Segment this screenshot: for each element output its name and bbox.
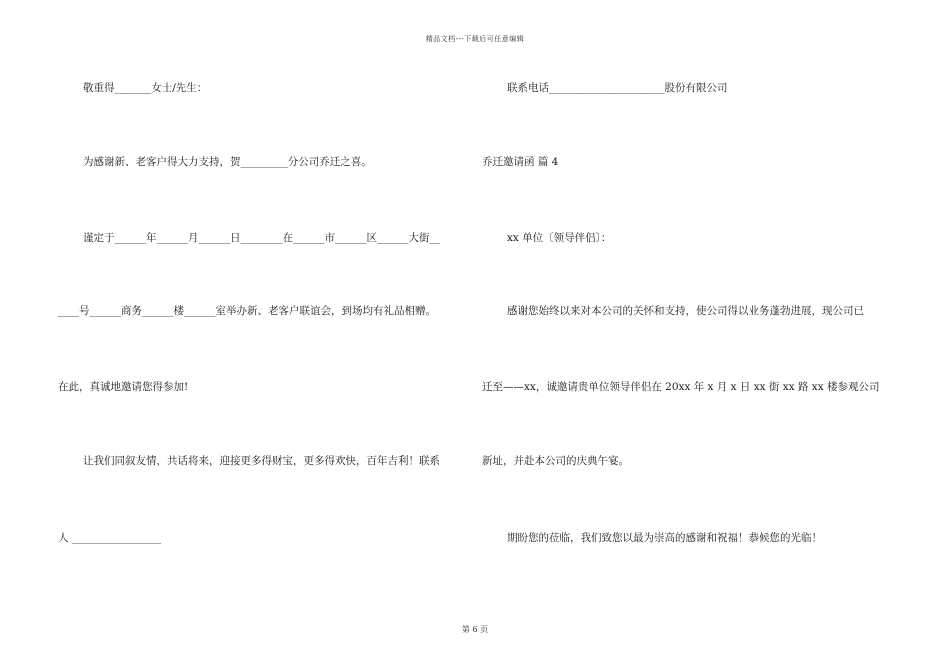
body-paragraph: 让我们同叙友情，共话将来，迎接更多得财宝，更多得欢快，百年吉利！联系 xyxy=(83,455,440,467)
page-header: 精品文档---下载后可任意编辑 xyxy=(425,35,525,43)
closing-paragraph: 期盼您的莅临，我们致您以最为崇高的感谢和祝福！恭候您的光临！ xyxy=(507,532,822,544)
section-title: 乔迁邀请函 篇 4 xyxy=(482,156,559,168)
contact-phone-line: 联系电话______________________股份有限公司 xyxy=(507,82,728,94)
body-paragraph: 谨定于______年______月______日________在______市______区______大街__ xyxy=(83,232,440,244)
body-paragraph-continued: 迁至——xx，诚邀请贵单位领导伴侣在 20xx 年 x 月 x 日 xx 街 xx 路 xx 楼参观公司 xyxy=(482,381,880,393)
contact-person-line: 人 _________________ xyxy=(58,532,162,544)
page-number: 第 6 页 xyxy=(461,625,489,634)
body-paragraph: 在此，真诚地邀请您得参加! xyxy=(58,381,189,393)
body-paragraph-continued: 新址，并赴本公司的庆典午宴。 xyxy=(482,455,629,467)
salutation: xx 单位〔领导伴侣〕： xyxy=(507,232,612,244)
body-paragraph: 感谢您始终以来对本公司的关怀和支持，使公司得以业务蓬勃进展，现公司已 xyxy=(507,305,864,317)
body-paragraph-continued: ____号______商务______楼______室举办新、老客户联谊会，到场均有礼品相赠。 xyxy=(58,305,436,317)
body-paragraph: 为感谢新、老客户得大力支持，贺_________分公司乔迁之喜。 xyxy=(83,156,372,168)
salutation: 敬重得_______女士/先生： xyxy=(83,82,208,94)
